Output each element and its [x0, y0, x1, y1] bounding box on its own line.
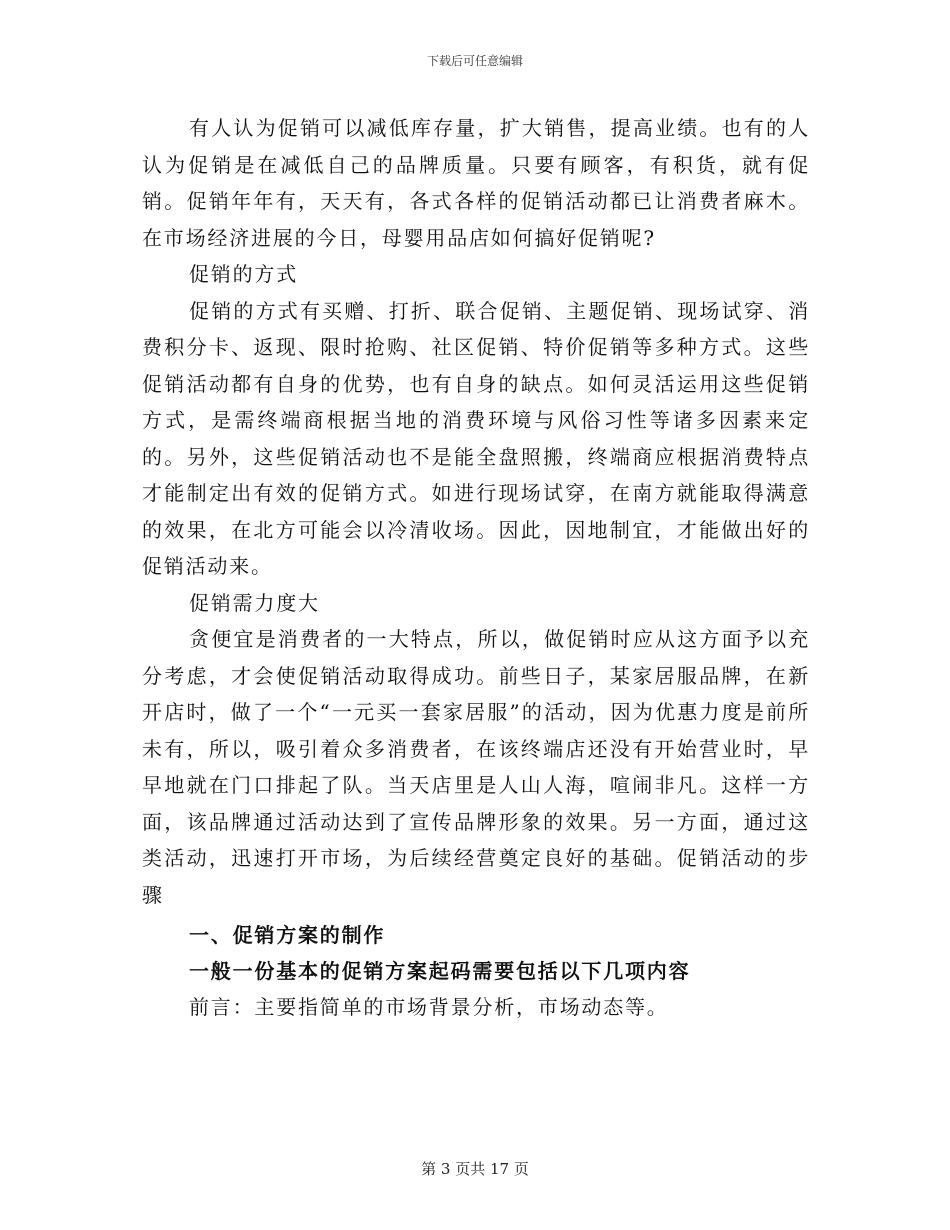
- promotion-strength-paragraph: 贪便宜是消费者的一大特点，所以，做促销时应从这方面予以充分考虑，才会使促销活动取得成功。前些日子，某家居服品牌，在新开店时，做了一个“一元买一套家居服”的活动，因为优惠力度是前所未有，所以，吸引着众多消费者，在该终端店还没有开始营业时，早早地就在门口排起了队。当天店里是人山人海，喧闹非凡。这样一方面，该品牌通过活动达到了宣传品牌形象的效果。另一方面，通过这类活动，迅速打开市场，为后续经营奠定良好的基础。促销活动的步骤: [142, 627, 810, 907]
- promotion-methods-paragraph: 促销的方式有买赠、打折、联合促销、主题促销、现场试穿、消费积分卡、返现、限时抢购、社区促销、特价促销等多种方式。这些促销活动都有自身的优势，也有自身的缺点。如何灵活运用这些促销方式，是需终端商根据当地的消费环境与风俗习性等诸多因素来定的。另外，这些促销活动也不是能全盘照搬，终端商应根据消费特点才能制定出有效的促销方式。如进行现场试穿，在南方就能取得满意的效果，在北方可能会以冷清收场。因此，因地制宜，才能做出好的促销活动来。: [142, 298, 810, 578]
- document-body: [142, 110, 810, 1026]
- preface-paragraph: 前言：主要指简单的市场背景分析，市场动态等。: [189, 995, 669, 1019]
- bold-heading-plan-contents: 一般一份基本的促销方案起码需要包括以下几项内容: [189, 959, 691, 983]
- bold-heading-plan-making: 一、促销方案的制作: [189, 923, 386, 947]
- section-heading-promotion-methods: 促销的方式: [189, 262, 298, 286]
- section-heading-promotion-strength: 促销需力度大: [189, 590, 320, 615]
- page-footer: 第 3 页共 17 页: [421, 1160, 529, 1178]
- page-header: 下载后可任意编辑: [426, 54, 523, 68]
- intro-paragraph: 有人认为促销可以减低库存量，扩大销售，提高业绩。也有的人认为促销是在减低自己的品牌质量。只要有顾客，有积货，就有促销。促销年年有，天天有，各式各样的促销活动都已让消费者麻木。在市场经济进展的今日，母婴用品店如何搞好促销呢?: [142, 116, 810, 250]
